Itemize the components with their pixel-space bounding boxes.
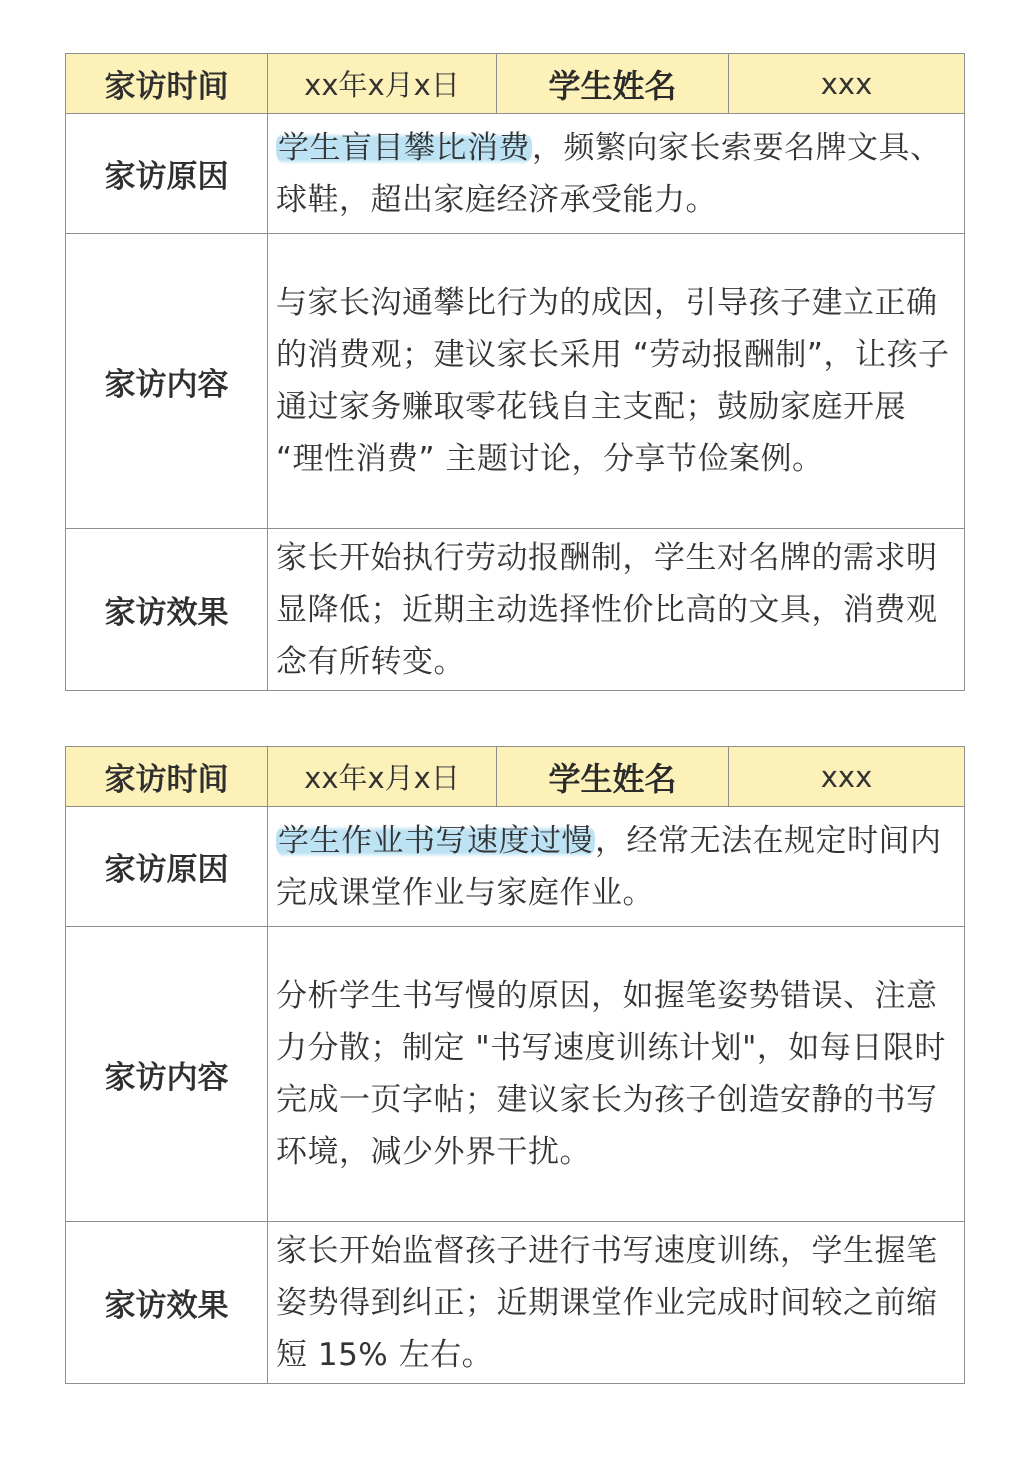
content-row <box>66 234 964 529</box>
effect-body: 家长开始监督孩子进行书写速度训练，学生握笔姿势得到纠正；近期课堂作业完成时间较之前缩短 15% 左右。 <box>276 1232 938 1373</box>
reason-label: 家访原因 <box>66 807 268 926</box>
content-row <box>66 927 964 1222</box>
student-name-label: 学生姓名 <box>497 747 729 806</box>
content-body: 与家长沟通攀比行为的成因，引导孩子建立正确的消费观；建议家长采用 “劳动报酬制”，让孩子通过家务赚取零花钱自主支配；鼓励家庭开展 “理性消费” 主题讨论，分享节俭案例。 <box>276 285 950 477</box>
content-text <box>268 234 964 528</box>
content-text <box>268 927 964 1221</box>
reason-highlight: 学生作业书写速度过慢 <box>278 822 593 859</box>
visit-time-label: 家访时间 <box>66 747 268 806</box>
effect-text <box>268 1222 964 1383</box>
effect-body: 家长开始执行劳动报酬制，学生对名牌的需求明显降低；近期主动选择性价比高的文具，消费观念有所转变。 <box>276 539 938 680</box>
student-name-value: xxx <box>820 759 873 794</box>
content-label: 家访内容 <box>66 927 268 1221</box>
visit-time-value: xx年x月x日 <box>268 747 497 806</box>
header-row <box>66 54 964 114</box>
header-row <box>66 747 964 807</box>
effect-row <box>66 529 964 690</box>
effect-text <box>268 529 964 690</box>
content-label: 家访内容 <box>66 234 268 528</box>
reason-highlight: 学生盲目攀比消费 <box>278 129 530 166</box>
reason-body: ，频繁向家长索要名牌文具、球鞋，超出家庭经济承受能力。 <box>276 129 942 218</box>
content-body: 分析学生书写慢的原因，如握笔姿势错误、注意力分散；制定 "书写速度训练计划"，如每日限时完成一页字帖；建议家长为孩子创造安静的书写环境，减少外界干扰。 <box>276 978 946 1170</box>
student-name-value: xxx <box>820 66 873 101</box>
reason-row <box>66 807 964 927</box>
reason-label: 家访原因 <box>66 114 268 233</box>
visit-time-label: 家访时间 <box>66 54 268 113</box>
visit-time-value: xx年x月x日 <box>268 54 497 113</box>
home-visit-record-2 <box>65 746 965 1384</box>
reason-body: ，经常无法在规定时间内完成课堂作业与家庭作业。 <box>276 822 942 911</box>
effect-label: 家访效果 <box>66 529 268 690</box>
effect-label: 家访效果 <box>66 1222 268 1383</box>
reason-text <box>268 114 964 233</box>
effect-row <box>66 1222 964 1383</box>
reason-text <box>268 807 964 926</box>
student-name-label: 学生姓名 <box>497 54 729 113</box>
reason-row <box>66 114 964 234</box>
home-visit-record-1 <box>65 53 965 691</box>
